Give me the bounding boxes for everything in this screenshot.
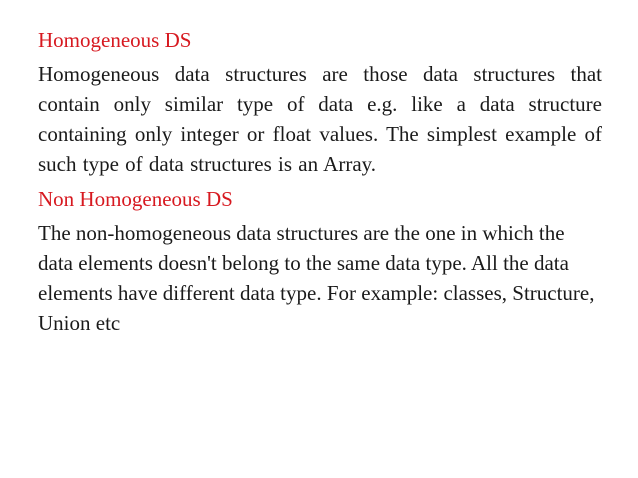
section-body-homogeneous: Homogeneous data structures are those data structures that contain only similar type of data e.g. like a data structure containing only integer or float values. The simplest example of such type of data structures is an Array. [38,62,602,176]
section-heading-homogeneous: Homogeneous DS [38,28,192,52]
slide-content [38,26,602,344]
section-heading-non-homogeneous: Non Homogeneous DS [38,187,233,211]
section-body-non-homogeneous: The non-homogeneous data structures are the one in which the data elements doesn't belong to the same data type. All the data elements have different data type. For example: classes, Structure, Union etc [38,221,595,335]
